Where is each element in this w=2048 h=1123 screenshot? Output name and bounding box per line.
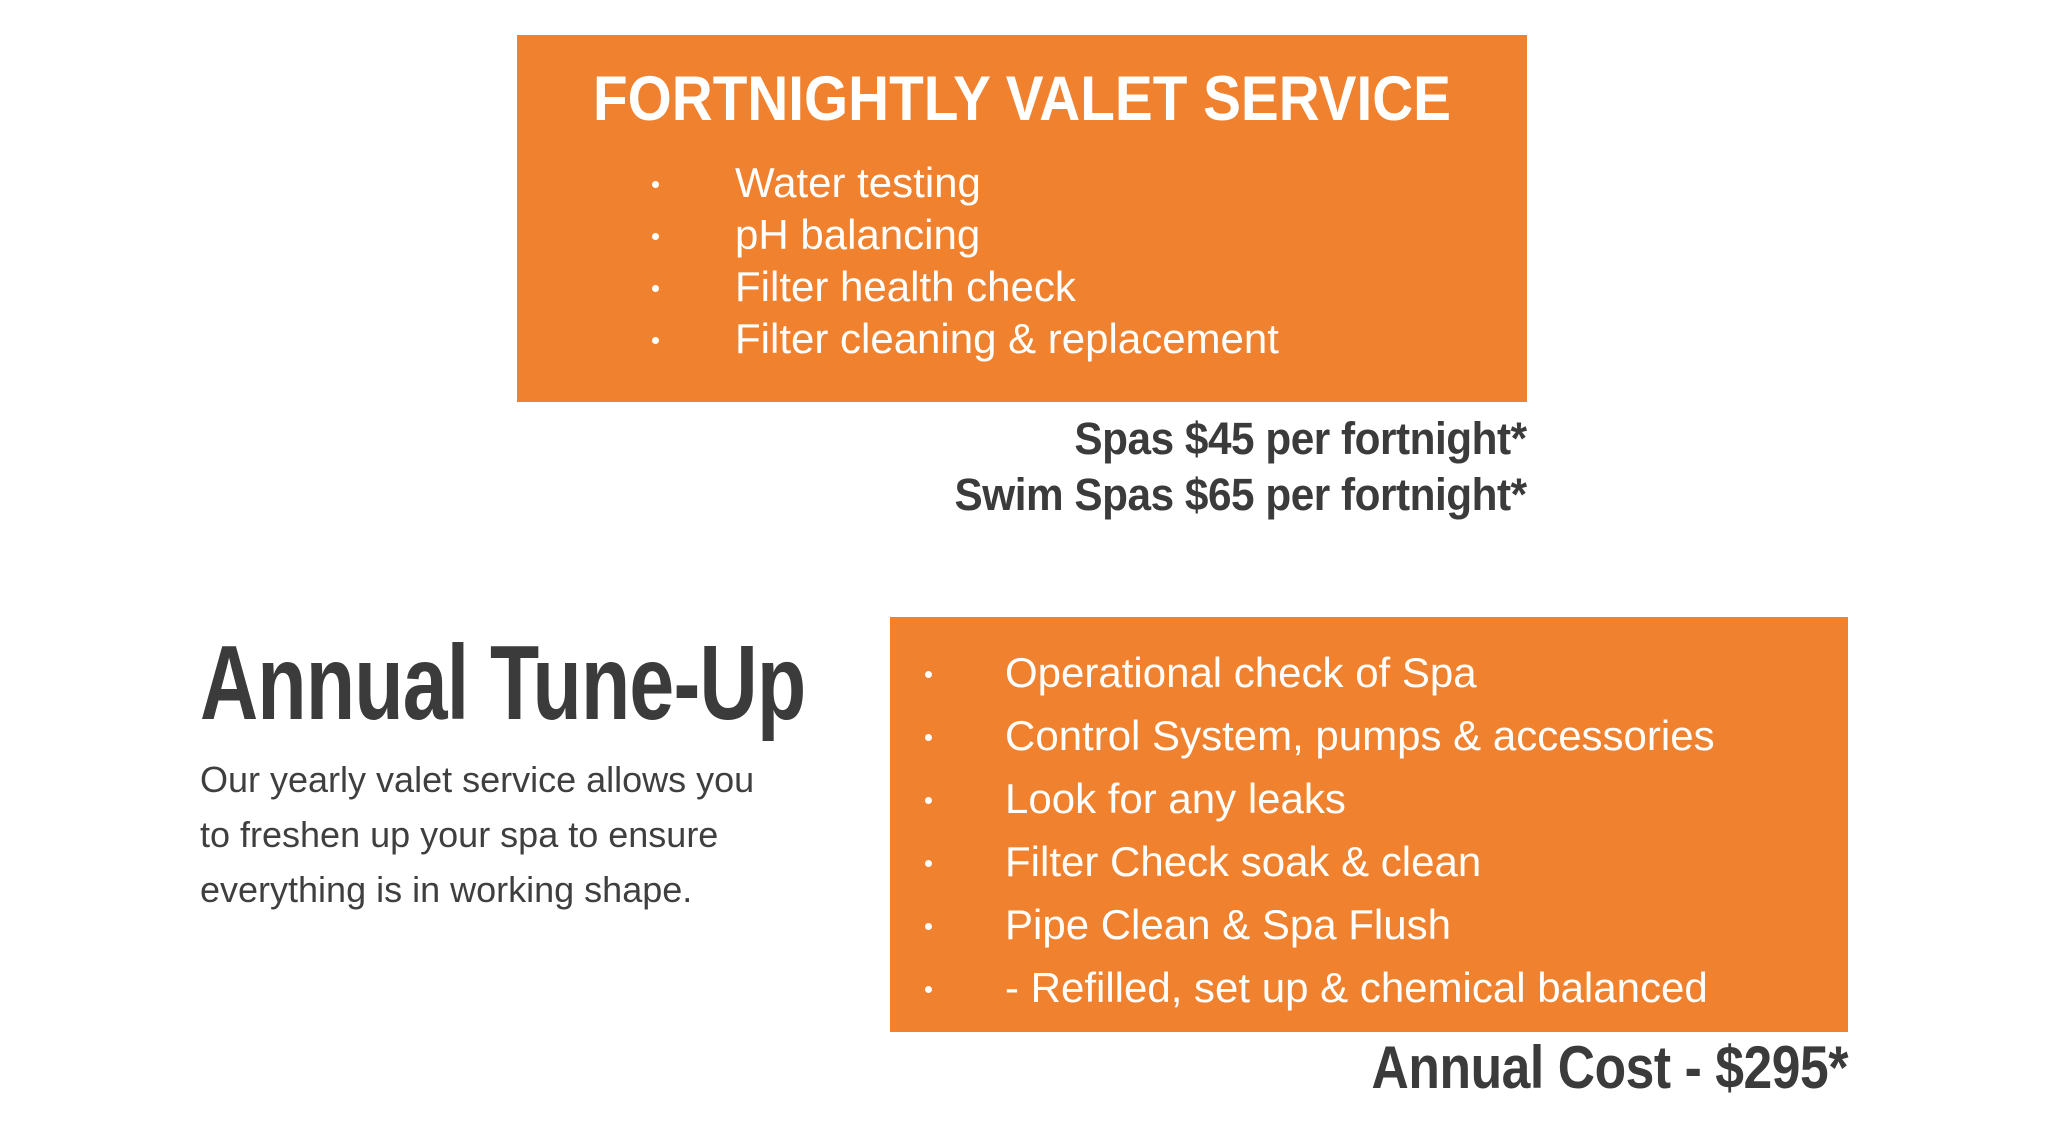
bullet-label: Pipe Clean & Spa Flush	[1005, 901, 1451, 948]
bullet-dot-icon	[925, 734, 932, 741]
annual-bullet-item	[890, 641, 1848, 704]
bullet-label: Filter Check soak & clean	[1005, 838, 1482, 885]
annual-bullet-list	[890, 641, 1848, 1019]
bullet-dot-icon	[652, 181, 659, 188]
bullet-dot-icon	[925, 860, 932, 867]
bullet-dot-icon	[652, 233, 659, 240]
fortnightly-bullet-item	[517, 157, 1527, 209]
annual-bullet-item	[890, 893, 1848, 956]
bullet-label: Control System, pumps & accessories	[1005, 712, 1715, 759]
bullet-dot-icon	[652, 337, 659, 344]
bullet-dot-icon	[652, 285, 659, 292]
fortnightly-bullet-list	[517, 157, 1527, 365]
description-line: to freshen up your spa to ensure	[200, 814, 719, 855]
bullet-label: Filter health check	[735, 263, 1076, 310]
bullet-label: Operational check of Spa	[1005, 649, 1477, 696]
fortnightly-title: FORTNIGHTLY VALET SERVICE	[593, 64, 1451, 134]
description-line: everything is in working shape.	[200, 869, 693, 910]
annual-bullet-item	[890, 704, 1848, 767]
bullet-label: - Refilled, set up & chemical balanced	[1005, 964, 1708, 1011]
annual-bullet-item	[890, 767, 1848, 830]
fortnightly-bullet-item	[517, 261, 1527, 313]
bullet-label: Water testing	[735, 159, 981, 206]
fortnightly-bullet-item	[517, 313, 1527, 365]
bullet-label: Look for any leaks	[1005, 775, 1346, 822]
bullet-dot-icon	[925, 986, 932, 993]
bullet-dot-icon	[925, 923, 932, 930]
annual-bullet-item	[890, 830, 1848, 893]
annual-bullet-item	[890, 956, 1848, 1019]
bullet-dot-icon	[925, 671, 932, 678]
fortnightly-pricing	[955, 411, 1527, 523]
annual-cost: Annual Cost - $295*	[1371, 1034, 1848, 1101]
description-line: Our yearly valet service allows you	[200, 759, 755, 800]
price-line-spas: Spas $45 per fortnight*	[1074, 413, 1527, 464]
bullet-dot-icon	[925, 797, 932, 804]
bullet-label: Filter cleaning & replacement	[735, 315, 1279, 362]
bullet-label: pH balancing	[735, 211, 981, 258]
fortnightly-bullet-item	[517, 209, 1527, 261]
price-line-swim-spas: Swim Spas $65 per fortnight*	[954, 469, 1527, 520]
annual-tune-up-title: Annual Tune-Up	[200, 624, 806, 742]
annual-tune-up-description	[200, 752, 754, 917]
